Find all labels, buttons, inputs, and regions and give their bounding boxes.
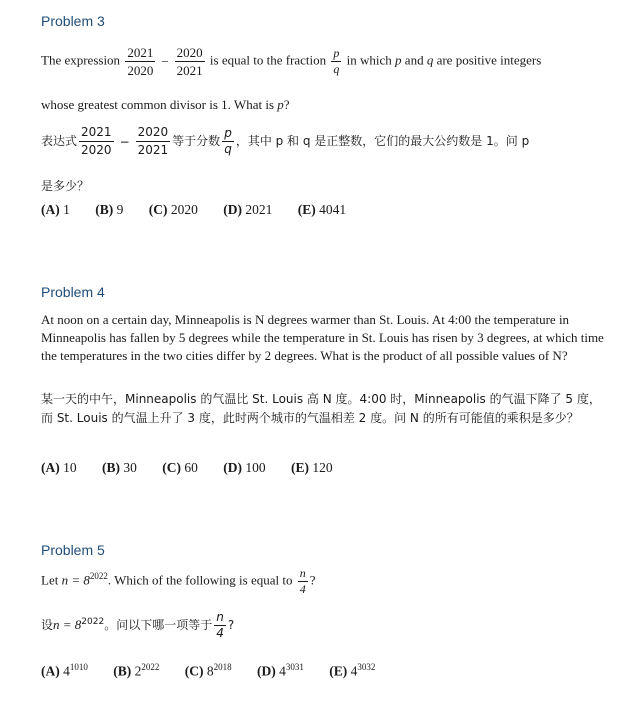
choice-b[interactable]: (B) 30 xyxy=(102,460,137,475)
problem-4-english-text: At noon on a certain day, Minneapolis is N degrees warmer than St. Louis. At 4:00 the temperature in Minneapolis has fallen by 5 degrees while the temperature in St. Louis has risen by 3 degrees, at which time the temperatures in the two cities differ by 2 degrees. What is the product of all possible values of N? xyxy=(41,312,604,363)
choice-b[interactable]: (B) 9 xyxy=(95,202,124,217)
choice-c[interactable]: (C) $8^{2018}$ xyxy=(184,662,232,679)
problem-3-english-line-1: The expression $\frac{2021}{2020}$ − $\frac{2020}{2021}$ is equal to the fraction $\frac{p}{q}$ in which p and q are positive integers xyxy=(41,45,542,78)
problem-4-answer-choices xyxy=(41,460,355,476)
problem-5-english-line: Let $n = 8^{2022}$. Which of the following is equal to $\frac{n}{4}$ ? xyxy=(41,566,316,596)
problem-3-answer-choices xyxy=(41,202,368,218)
choice-a[interactable]: (A) 1 xyxy=(41,202,70,217)
problem-5-answer-choices xyxy=(41,662,397,680)
choice-c[interactable]: (C) 60 xyxy=(162,460,198,475)
fraction-2020-over-2021: $\frac{2020}{2021}$ xyxy=(176,45,203,78)
choice-c[interactable]: (C) 2020 xyxy=(148,202,198,217)
choice-b[interactable]: (B) $2^{2022}$ xyxy=(113,662,160,679)
choice-d[interactable]: (D) 100 xyxy=(223,460,266,475)
choice-d[interactable]: (D) 2021 xyxy=(223,202,273,217)
problem-3-chinese-line-1: 表达式 $\frac{2021}{2020}$ − $\frac{2020}{2021}$ 等于分数 $\frac{p}{q}$ ，其中 p 和 q 是正整数，它们的最大公约数是 1。问 p xyxy=(41,125,530,157)
problem-4-chinese-text: 某一天的中午，Minneapolis 的气温比 St. Louis 高 N 度。4:00 时，Minneapolis 的气温下降了 5 度，而 St. Louis 的气温上升了 3 度，此时两个城市的气温相差 2 度。问 N 的所有可能值的乘积是多少？ xyxy=(41,392,601,425)
choice-d[interactable]: (D) $4^{3031}$ xyxy=(257,662,304,679)
choice-a[interactable]: (A) 10 xyxy=(41,460,77,475)
choice-e[interactable]: (E) $4^{3032}$ xyxy=(329,662,376,679)
problem-5-chinese-line: 设$n = 8^{2022}$。问以下哪一项等于 $\frac{n}{4}$ ? xyxy=(41,610,235,640)
problem-3-english-line-2: whose greatest common divisor is 1. What is p? xyxy=(41,97,290,112)
choice-e[interactable]: (E) 120 xyxy=(291,460,333,475)
problem-5-heading: Problem 5 xyxy=(41,542,105,558)
fraction-p-over-q: $\frac{p}{q}$ xyxy=(333,46,340,76)
problem-3-heading: Problem 3 xyxy=(41,13,105,29)
fraction-n-over-4: $\frac{n}{4}$ xyxy=(299,566,306,596)
problem-4-heading: Problem 4 xyxy=(41,284,105,300)
choice-e[interactable]: (E) 4041 xyxy=(297,202,347,217)
choice-a[interactable]: (A) $4^{1010}$ xyxy=(41,662,88,679)
problem-3-chinese-line-2: 是多少？ xyxy=(41,179,90,193)
fraction-2021-over-2020: $\frac{2021}{2020}$ xyxy=(127,45,154,78)
